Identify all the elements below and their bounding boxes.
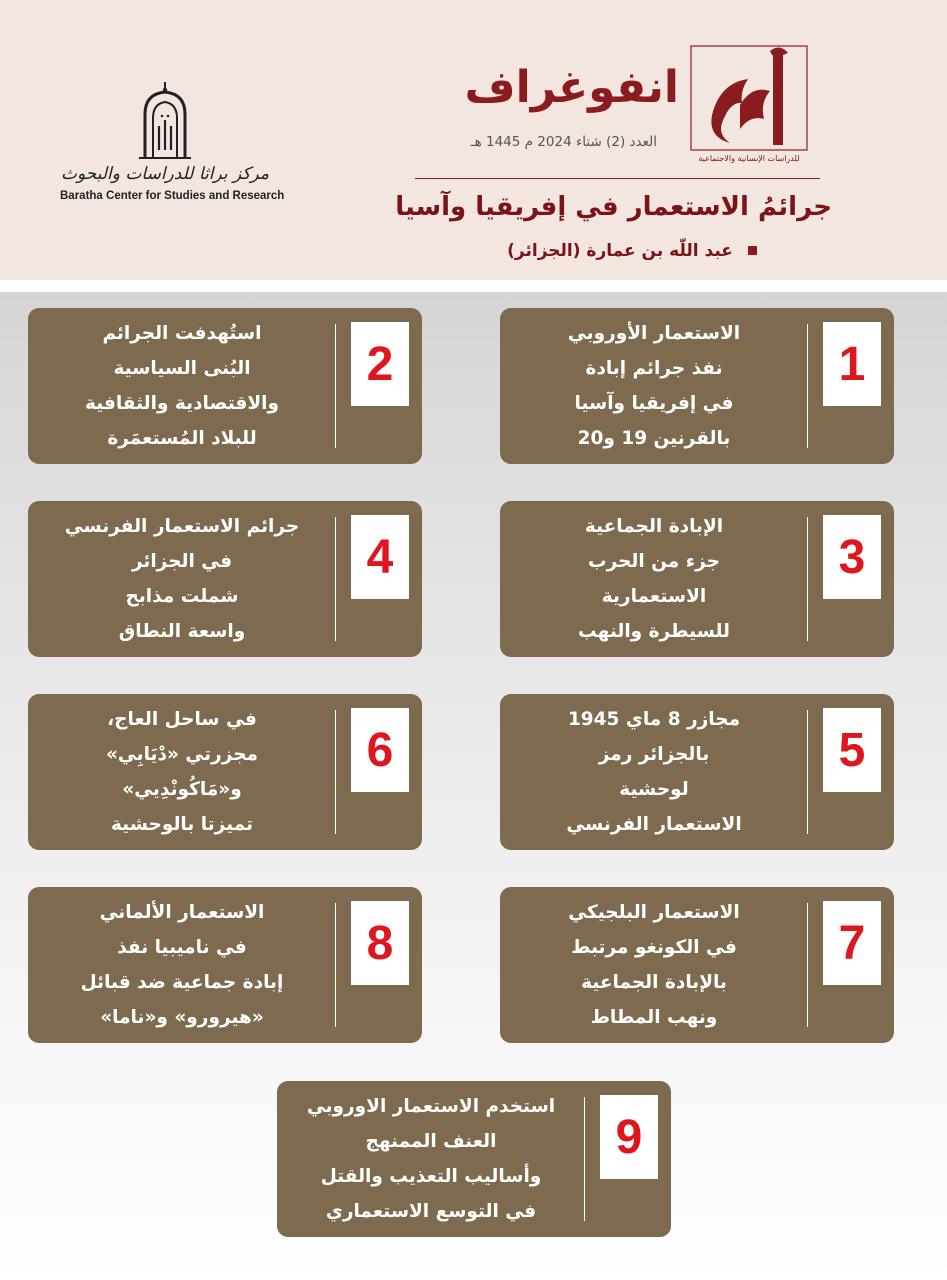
card-number: 6	[366, 723, 394, 777]
card-line: واسعة النطاق	[118, 621, 246, 642]
center-name-english: Baratha Center for Studies and Research	[60, 190, 285, 202]
header-divider	[415, 178, 820, 179]
card-line: وأساليب التعذيب والقتل	[320, 1166, 542, 1187]
card-number: 1	[838, 337, 866, 391]
card-line: الاستعمار الألماني	[99, 902, 265, 923]
card-number: 9	[615, 1110, 643, 1164]
card-line: في ناميبيا نفذ	[117, 937, 247, 958]
card-text	[37, 895, 327, 1035]
card-divider	[807, 710, 808, 834]
card-2	[28, 308, 422, 464]
card-text	[37, 702, 327, 842]
card-line: استُهدفت الجرائم	[102, 323, 262, 344]
card-line: الاستعمارية	[601, 586, 707, 607]
card-number-box	[600, 1095, 658, 1179]
card-line: للسيطرة والنهب	[578, 621, 730, 642]
card-4	[28, 501, 422, 657]
card-line: في الجزائر	[131, 551, 233, 572]
card-line: بالقرنين 19 و20	[577, 428, 731, 449]
card-line: العنف الممنهج	[365, 1131, 497, 1152]
card-line: تميزتا بالوحشية	[110, 814, 254, 835]
author-name: عبد اللّه بن عمارة (الجزائر)	[507, 240, 733, 261]
card-6	[28, 694, 422, 850]
card-line: استخدم الاستعمار الاوروبي	[306, 1096, 556, 1117]
card-divider	[807, 903, 808, 1027]
card-line: جزء من الحرب	[587, 551, 720, 572]
card-line: الاستعمار البلجيكي	[568, 902, 740, 923]
author-line	[507, 240, 757, 261]
card-line: و«مَاكُونْدِيي»	[122, 779, 242, 800]
card-number-box	[823, 901, 881, 985]
card-divider	[335, 903, 336, 1027]
card-divider	[807, 324, 808, 448]
card-number-box	[823, 515, 881, 599]
card-line: البُنى السياسية	[113, 358, 251, 379]
magazine-logo-icon	[690, 45, 808, 163]
card-number: 5	[838, 723, 866, 777]
card-line: مجزرتي «دْيَابِي»	[105, 744, 258, 765]
card-5	[500, 694, 894, 850]
card-line: إبادة جماعية ضد قبائل	[80, 972, 284, 993]
card-line: الإبادة الجماعية	[584, 516, 724, 537]
card-line: الاستعمار الأوروبي	[567, 323, 741, 344]
page-title: جرائمُ الاستعمار في إفريقيا وآسيا	[395, 192, 832, 222]
card-number: 7	[838, 916, 866, 970]
card-text	[509, 316, 799, 456]
card-line: للبلاد المُستعمَرة	[107, 428, 257, 449]
card-line: والاقتصادية والثقافية	[84, 393, 280, 414]
card-number-box	[823, 322, 881, 406]
card-7	[500, 887, 894, 1043]
card-number-box	[823, 708, 881, 792]
card-line: بالجزائر رمز	[598, 744, 710, 765]
card-text	[509, 509, 799, 649]
card-line: نفذ جرائم إبادة	[585, 358, 723, 379]
mihrab-icon	[135, 80, 195, 160]
card-3	[500, 501, 894, 657]
card-number-box	[351, 708, 409, 792]
card-text	[286, 1089, 576, 1229]
card-line: لوحشية	[619, 779, 689, 800]
card-divider	[335, 517, 336, 641]
card-text	[37, 509, 327, 649]
card-8	[28, 887, 422, 1043]
card-line: في الكونغو مرتبط	[571, 937, 737, 958]
card-divider	[335, 324, 336, 448]
card-1	[500, 308, 894, 464]
card-text	[509, 702, 799, 842]
issue-line: العدد (2) شتاء 2024 م 1445 هـ	[470, 134, 657, 150]
card-line: بالإبادة الجماعية	[581, 972, 727, 993]
card-divider	[335, 710, 336, 834]
card-line: مجازر 8 ماي 1945	[567, 709, 741, 730]
card-number-box	[351, 901, 409, 985]
baratha-logo	[60, 80, 285, 230]
card-number: 3	[838, 530, 866, 584]
brand-subtitle: للدراسات الإنسانية والاجتماعية	[698, 154, 800, 163]
card-number: 4	[366, 530, 394, 584]
card-text	[509, 895, 799, 1035]
card-text	[37, 316, 327, 456]
card-line: شملت مذابح	[125, 586, 239, 607]
card-line: ونهب المطاط	[590, 1007, 718, 1028]
card-line: في ساحل العاج،	[107, 709, 257, 730]
card-line: «هيرورو» و«ناما»	[100, 1007, 264, 1028]
brand-name: انفوغراف	[464, 62, 679, 113]
card-number-box	[351, 515, 409, 599]
card-line: الاستعمار الفرنسي	[566, 814, 742, 835]
square-bullet-icon	[748, 246, 757, 255]
card-line: في إفريقيا وآسيا	[574, 393, 734, 414]
card-9	[277, 1081, 671, 1237]
center-name-arabic: مركز براثا للدراسات والبحوث	[60, 164, 269, 184]
card-number: 8	[366, 916, 394, 970]
card-line: في التوسع الاستعماري	[325, 1201, 537, 1222]
card-number: 2	[366, 337, 394, 391]
card-line: جرائم الاستعمار الفرنسي	[64, 516, 300, 537]
card-number-box	[351, 322, 409, 406]
card-divider	[807, 517, 808, 641]
card-divider	[584, 1097, 585, 1221]
